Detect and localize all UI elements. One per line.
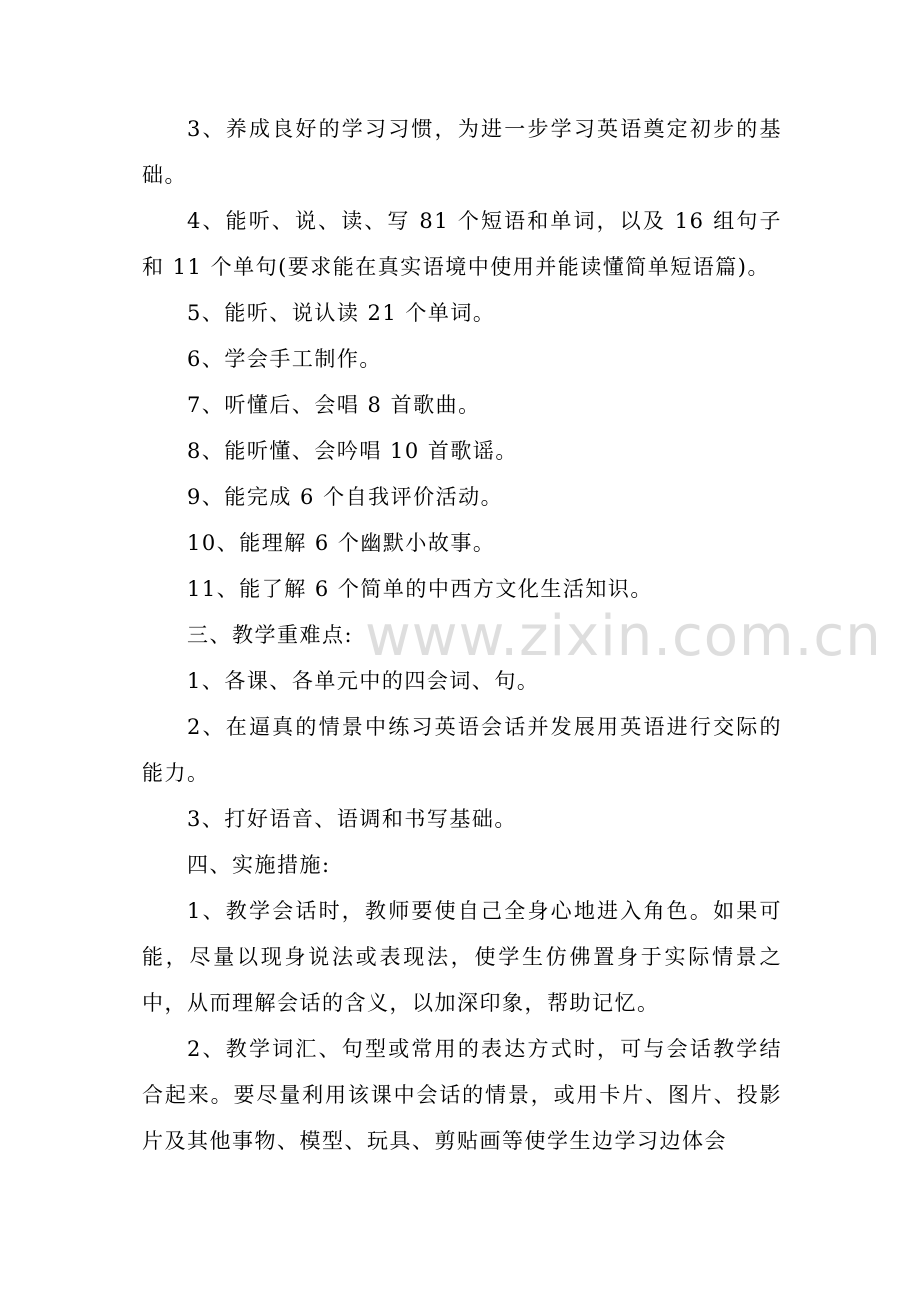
goal-11-culture: 11、能了解 6 个简单的中西方文化生活知识。 [187,577,653,601]
measure-2-vocabulary: 2、教学词汇、句型或常用的表达方式时，可与会话教学结合起来。要尽量利用该课中会话的情景，或用卡片、图片、投影片及其他事物、模型、玩具、剪贴画等使学生边学习边体会 [142,1037,782,1153]
goal-10-humor-stories: 10、能理解 6 个幽默小故事。 [187,531,496,555]
goal-8-chants: 8、能听懂、会吟唱 10 首歌谣。 [187,439,518,463]
document-body [142,106,782,1164]
goal-7-songs: 7、听懂后、会唱 8 首歌曲。 [187,393,481,417]
goal-6-handcraft: 6、学会手工制作。 [187,347,382,371]
key-point-3: 3、打好语音、语调和书写基础。 [187,807,517,831]
measure-1-dialogue: 1、教学会话时，教师要使自己全身心地进入角色。如果可能，尽量以现身说法或表现法，使学生仿佛置身于实际情景之中，从而理解会话的含义，以加深印象，帮助记忆。 [142,899,782,1015]
section-heading-measures: 四、实施措施: [187,853,331,877]
goal-4-listen-speak-read-write: 4、能听、说、读、写 81 个短语和单词，以及 16 组句子和 11 个单句(要求能在真实语境中使用并能读懂简单短语篇)。 [142,209,782,279]
key-point-2: 2、在逼真的情景中练习英语会话并发展用英语进行交际的能力。 [142,715,782,785]
section-heading-key-points: 三、教学重难点: [187,623,354,647]
watermark: www.zixin.com.cn [365,604,882,669]
key-point-1: 1、各课、各单元中的四会词、句。 [187,669,540,693]
goal-9-self-assessment: 9、能完成 6 个自我评价活动。 [187,485,504,509]
goal-5-recognize-words: 5、能听、说认读 21 个单词。 [187,301,496,325]
goal-3-habits: 3、养成良好的学习习惯，为进一步学习英语奠定初步的基础。 [142,117,782,187]
